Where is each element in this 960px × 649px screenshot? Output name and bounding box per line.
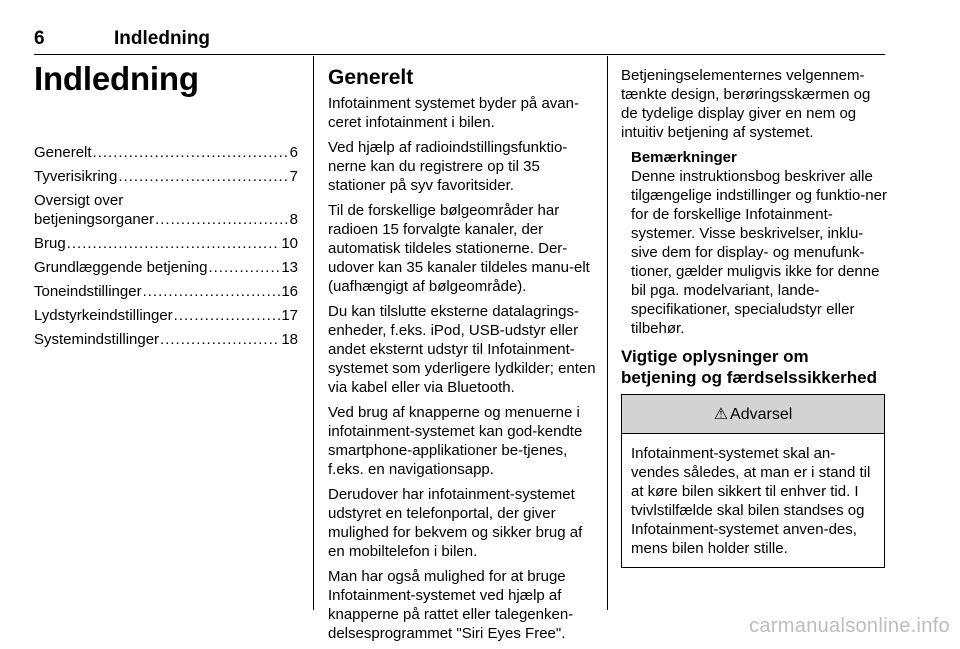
- right-column: [621, 66, 887, 568]
- toc-entry[interactable]: [34, 234, 298, 253]
- note-title: Bemærkninger: [631, 149, 737, 166]
- body-paragraph: Derudover har infotainment-systemet udstyret en telefonportal, der giver mulighed for bekvem og sikker brug af en mobiltelefon i bilen.: [328, 486, 583, 560]
- toc-entry[interactable]: [34, 258, 298, 277]
- toc-entry-label: Tyverisikring: [34, 168, 118, 185]
- chapter-title: Indledning: [34, 60, 199, 97]
- warning-text: Infotainment-systemet skal an-vendes således, at man er i stand til at køre bilen sikkert til enhver tid. I tvivlstilfælde skal bilen standses og Infotainment-systemet anven-des, mens bilen holder stille.: [631, 445, 871, 557]
- toc-entry[interactable]: [34, 306, 298, 325]
- warning-box: [621, 394, 885, 568]
- intro-paragraph: Betjeningselementernes velgennem-tænkte design, berøringsskærmen og de tydelige display giver en nem og intuitiv betjening af systemet.: [621, 67, 871, 141]
- table-of-contents: [34, 143, 298, 354]
- note-text: Denne instruktionsbog beskriver alle tilgængelige indstillinger og funktio-ner for de forskellige Infotainment-systemer. Visse beskrivelser, inklu-sive dem for display- og menufunk-tioner, gælder muligvis ikke for denne bil pga. modelvariant, lande-specifikationer, specialudstyr eller tilbehør.: [631, 168, 887, 337]
- subsection-heading: Vigtige oplysninger om betjening og færdselssikkerhed: [621, 347, 878, 387]
- toc-leader-dots: [155, 210, 289, 229]
- page-header: [34, 28, 885, 55]
- toc-entry-label: Generelt: [34, 144, 92, 161]
- body-paragraph: Man har også mulighed for at bruge Infotainment-systemet ved hjælp af knapperne på rattet eller talegenken-delsesprogrammet "Siri Eyes Free".: [328, 568, 574, 642]
- toc-entry-page: 18: [281, 331, 298, 348]
- body-paragraph: Du kan tilslutte eksterne datalagrings-enheder, f.eks. iPod, USB-udstyr eller andet eksternt udstyr til Infotainment-systemet som yderligere lydkilder; enten via kabel eller via Bluetooth.: [328, 303, 596, 396]
- warning-title: Advarsel: [730, 405, 793, 423]
- toc-entry-label: Brug: [34, 235, 66, 252]
- toc-entry[interactable]: [34, 191, 298, 229]
- toc-entry[interactable]: [34, 330, 298, 349]
- toc-leader-dots: [174, 306, 281, 325]
- toc-leader-dots: [67, 234, 281, 253]
- toc-entry-page: 8: [289, 211, 298, 228]
- toc-entry-label: Oversigt over betjeningsorganer: [34, 192, 155, 228]
- toc-entry-page: 10: [281, 235, 298, 252]
- toc-leader-dots: [143, 282, 281, 301]
- toc-entry[interactable]: [34, 143, 298, 162]
- body-paragraph: Til de forskellige bølgeområder har radioen 15 forvalgte kanaler, der automatisk tildeles stationerne. Der-udover kan 35 kanaler tildeles manu-elt (uafhængigt af bølgeområde).: [328, 202, 590, 295]
- toc-entry-label: Systemindstillinger: [34, 331, 160, 348]
- watermark: carmanualsonline.info: [749, 615, 950, 637]
- note-block: [631, 148, 887, 338]
- section-heading: Generelt: [328, 66, 414, 89]
- toc-entry-label: Grundlæggende betjening: [34, 259, 208, 276]
- warning-header: [622, 395, 884, 434]
- page-number: 6: [34, 28, 45, 49]
- toc-entry-page: 13: [281, 259, 298, 276]
- warning-triangle-icon: ⚠: [713, 405, 729, 423]
- toc-entry-label: Lydstyrkeindstillinger: [34, 307, 173, 324]
- toc-entry-page: 16: [281, 283, 298, 300]
- body-paragraph: Ved brug af knapperne og menuerne i infotainment-systemet kan god-kendte smartphone-applikationer be-tjenes, f.eks. en navigationsapp.: [328, 404, 583, 478]
- toc-entry-page: 17: [281, 307, 298, 324]
- body-paragraph: Infotainment systemet byder på avan-ceret infotainment i bilen.: [328, 95, 579, 131]
- section-generelt: [328, 66, 596, 649]
- toc-leader-dots: [93, 143, 289, 162]
- running-title: Indledning: [114, 28, 211, 49]
- toc-leader-dots: [118, 167, 288, 186]
- toc-entry[interactable]: [34, 282, 298, 301]
- toc-leader-dots: [160, 330, 280, 349]
- toc-leader-dots: [208, 258, 280, 277]
- column-divider: [313, 56, 314, 610]
- toc-entry-label: Toneindstillinger: [34, 283, 142, 300]
- toc-entry-page: 6: [289, 144, 298, 161]
- column-divider: [607, 56, 608, 610]
- toc-entry-page: 7: [289, 168, 298, 185]
- body-paragraph: Ved hjælp af radioindstillingsfunktio-nerne kan du registrere op til 35 stationer på syv favoritsider.: [328, 139, 568, 194]
- toc-entry[interactable]: [34, 167, 298, 186]
